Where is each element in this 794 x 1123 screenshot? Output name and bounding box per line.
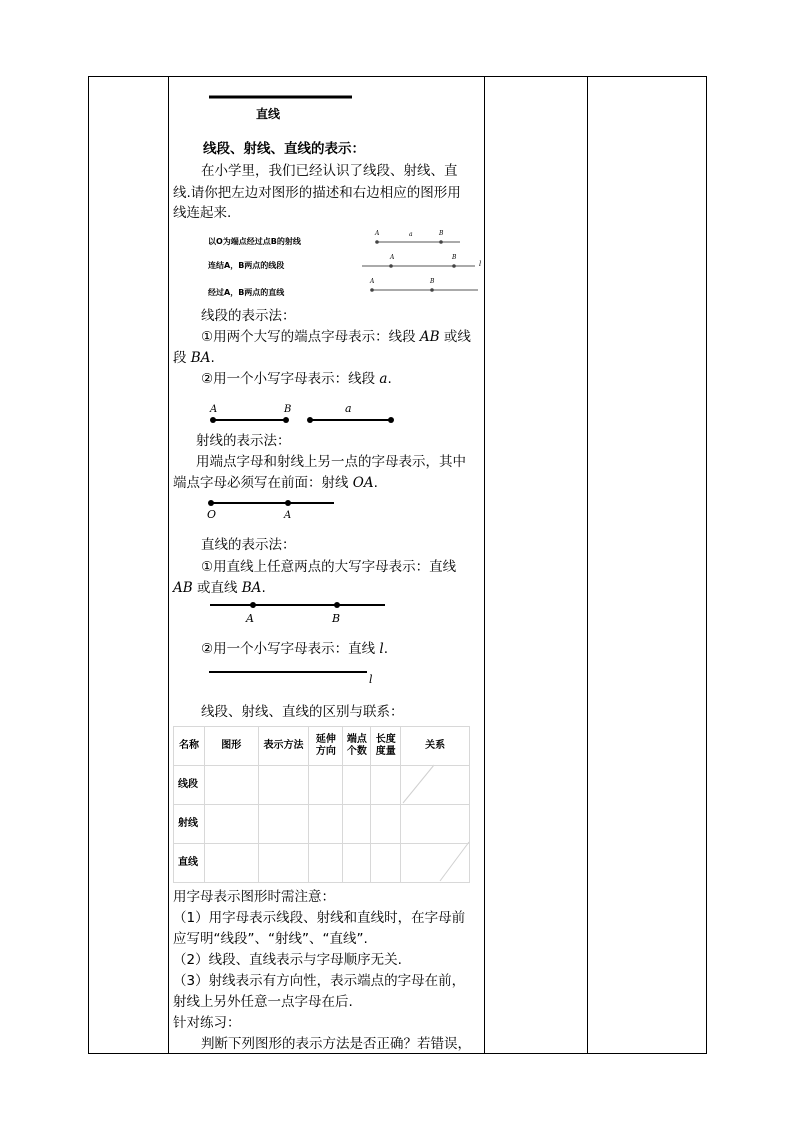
practice-title: 针对练习： bbox=[173, 1015, 241, 1031]
point-label: A bbox=[210, 404, 218, 415]
compare-title: 线段、射线、直线的区别与联系： bbox=[201, 704, 404, 720]
text-span: ①用两个大写的端点字母表示：线段 bbox=[201, 329, 420, 345]
header-text: 端点个数 bbox=[346, 734, 367, 757]
text-span: ②用一个小写字母表示：线段 bbox=[201, 371, 380, 387]
point-B bbox=[334, 602, 340, 608]
text-span: 段 bbox=[173, 350, 191, 366]
table-cell bbox=[258, 844, 309, 883]
math-label: BA bbox=[241, 580, 262, 596]
table-cell bbox=[309, 766, 343, 805]
math-label: a bbox=[379, 371, 388, 387]
notes-title: 用字母表示图形时需注意： bbox=[173, 889, 335, 905]
point-marker bbox=[430, 288, 434, 292]
point-label: B bbox=[284, 404, 292, 415]
point-label: l bbox=[479, 260, 482, 268]
section-title: 线段、射线、直线的表示： bbox=[203, 141, 365, 157]
point-A bbox=[285, 500, 291, 506]
row-header: 线段 bbox=[174, 766, 205, 805]
point-marker bbox=[370, 288, 374, 292]
point-label: A bbox=[375, 230, 380, 237]
point-B bbox=[283, 417, 289, 423]
point-A bbox=[250, 602, 256, 608]
line-label: l bbox=[369, 673, 373, 686]
note-3-cont: 射线上另外任意一点字母在后. bbox=[173, 994, 353, 1010]
point-label: A bbox=[390, 254, 395, 261]
heading: 直线 bbox=[256, 107, 281, 121]
point-O bbox=[208, 500, 214, 506]
table-cell bbox=[204, 766, 258, 805]
table-header: 名称 bbox=[174, 727, 205, 766]
note-1: （1）用字母表示线段、射线和直线时，在字母前 bbox=[173, 910, 466, 926]
math-label: BA bbox=[190, 350, 211, 366]
line-method-1: ①用直线上任意两点的大写字母表示：直线 bbox=[201, 559, 457, 575]
text-span: . bbox=[383, 641, 389, 657]
segment-method-1 bbox=[201, 327, 471, 348]
point-label: B bbox=[430, 278, 435, 285]
table-row bbox=[174, 844, 470, 883]
table-cell bbox=[401, 844, 470, 883]
math-label: AB bbox=[419, 329, 440, 345]
line-method-1-cont bbox=[173, 578, 266, 599]
note-3: （3）射线表示有方向性，表示端点的字母在前， bbox=[173, 973, 466, 989]
segment-method-2 bbox=[201, 369, 392, 390]
line-method-2 bbox=[201, 639, 388, 660]
text-span: . bbox=[373, 475, 378, 491]
math-label: OA bbox=[352, 475, 374, 491]
table-cell bbox=[343, 805, 371, 844]
table-header-row bbox=[174, 727, 470, 766]
segment-method-1-cont bbox=[173, 348, 215, 369]
table-cell bbox=[258, 805, 309, 844]
table-row bbox=[174, 805, 470, 844]
table-header: 表示方法 bbox=[258, 727, 309, 766]
table-header bbox=[309, 727, 343, 766]
point-A bbox=[210, 417, 216, 423]
text-span: . bbox=[210, 350, 215, 366]
table-cell bbox=[309, 844, 343, 883]
math-label: AB bbox=[173, 580, 193, 596]
table-cell bbox=[258, 766, 309, 805]
note-2: （2）线段、直线表示与字母顺序无关. bbox=[173, 952, 402, 968]
table-row bbox=[174, 766, 470, 805]
table-cell bbox=[401, 805, 470, 844]
segment-title: 线段的表示法： bbox=[201, 308, 296, 324]
point-label: A bbox=[370, 278, 375, 285]
table-cell bbox=[309, 805, 343, 844]
point-label: B bbox=[332, 612, 341, 625]
table-cell bbox=[371, 766, 401, 805]
table-header: 图形 bbox=[204, 727, 258, 766]
text-span: . bbox=[261, 580, 266, 596]
table-cell bbox=[343, 844, 371, 883]
text-span: 或直线 bbox=[192, 580, 242, 596]
practice-question: 判断下列图形的表示方法是否正确？若错误， bbox=[201, 1036, 471, 1052]
text-span: . bbox=[387, 371, 392, 387]
match-item: 经过A，B两点的直线 bbox=[208, 288, 285, 297]
segment-label: a bbox=[345, 402, 352, 415]
table-header bbox=[343, 727, 371, 766]
point-label: B bbox=[452, 254, 457, 261]
header-text: 延伸方向 bbox=[315, 734, 336, 757]
match-item: 以O为端点经过点B的射线 bbox=[208, 237, 301, 246]
table-cell bbox=[343, 766, 371, 805]
segment-a-endpoint bbox=[307, 417, 313, 423]
table-cell bbox=[401, 766, 470, 805]
note-1-cont: 应写明“线段”、“射线”、“直线”. bbox=[173, 931, 368, 947]
point-label: O bbox=[207, 508, 217, 521]
ray-desc: 用端点字母和射线上另一点的字母表示，其中 bbox=[196, 454, 466, 470]
text-span: ②用一个小写字母表示：直线 bbox=[201, 641, 380, 657]
point-label: B bbox=[439, 230, 444, 237]
text-span: 或线 bbox=[439, 329, 471, 345]
table-header: 关系 bbox=[401, 727, 470, 766]
point-label: a bbox=[409, 231, 413, 238]
point-marker bbox=[389, 264, 393, 268]
intro-line: 线.请你把左边对图形的描述和右边相应的图形用 bbox=[173, 185, 461, 201]
intro-line: 线连起来. bbox=[173, 205, 232, 221]
table-cell bbox=[204, 844, 258, 883]
line-title: 直线的表示法： bbox=[201, 537, 296, 553]
point-marker bbox=[452, 264, 456, 268]
table-cell bbox=[371, 844, 401, 883]
ray-title: 射线的表示法： bbox=[196, 433, 291, 449]
ray-desc-cont bbox=[173, 473, 378, 494]
comparison-table bbox=[173, 726, 470, 883]
header-text: 长度度量 bbox=[375, 734, 396, 757]
point-label: A bbox=[284, 510, 292, 521]
segment-a-endpoint bbox=[388, 417, 394, 423]
table-cell bbox=[371, 805, 401, 844]
table-cell bbox=[204, 805, 258, 844]
math-label: l bbox=[379, 641, 384, 657]
row-header: 射线 bbox=[174, 805, 205, 844]
intro-line: 在小学里，我们已经认识了线段、射线、直 bbox=[201, 163, 458, 179]
point-label: A bbox=[246, 612, 254, 625]
text-span: 端点字母必须写在前面：射线 bbox=[173, 475, 353, 491]
row-header: 直线 bbox=[174, 844, 205, 883]
point-marker bbox=[375, 240, 379, 244]
table-header bbox=[371, 727, 401, 766]
point-marker bbox=[439, 240, 443, 244]
match-item: 连结A，B两点的线段 bbox=[208, 261, 285, 270]
